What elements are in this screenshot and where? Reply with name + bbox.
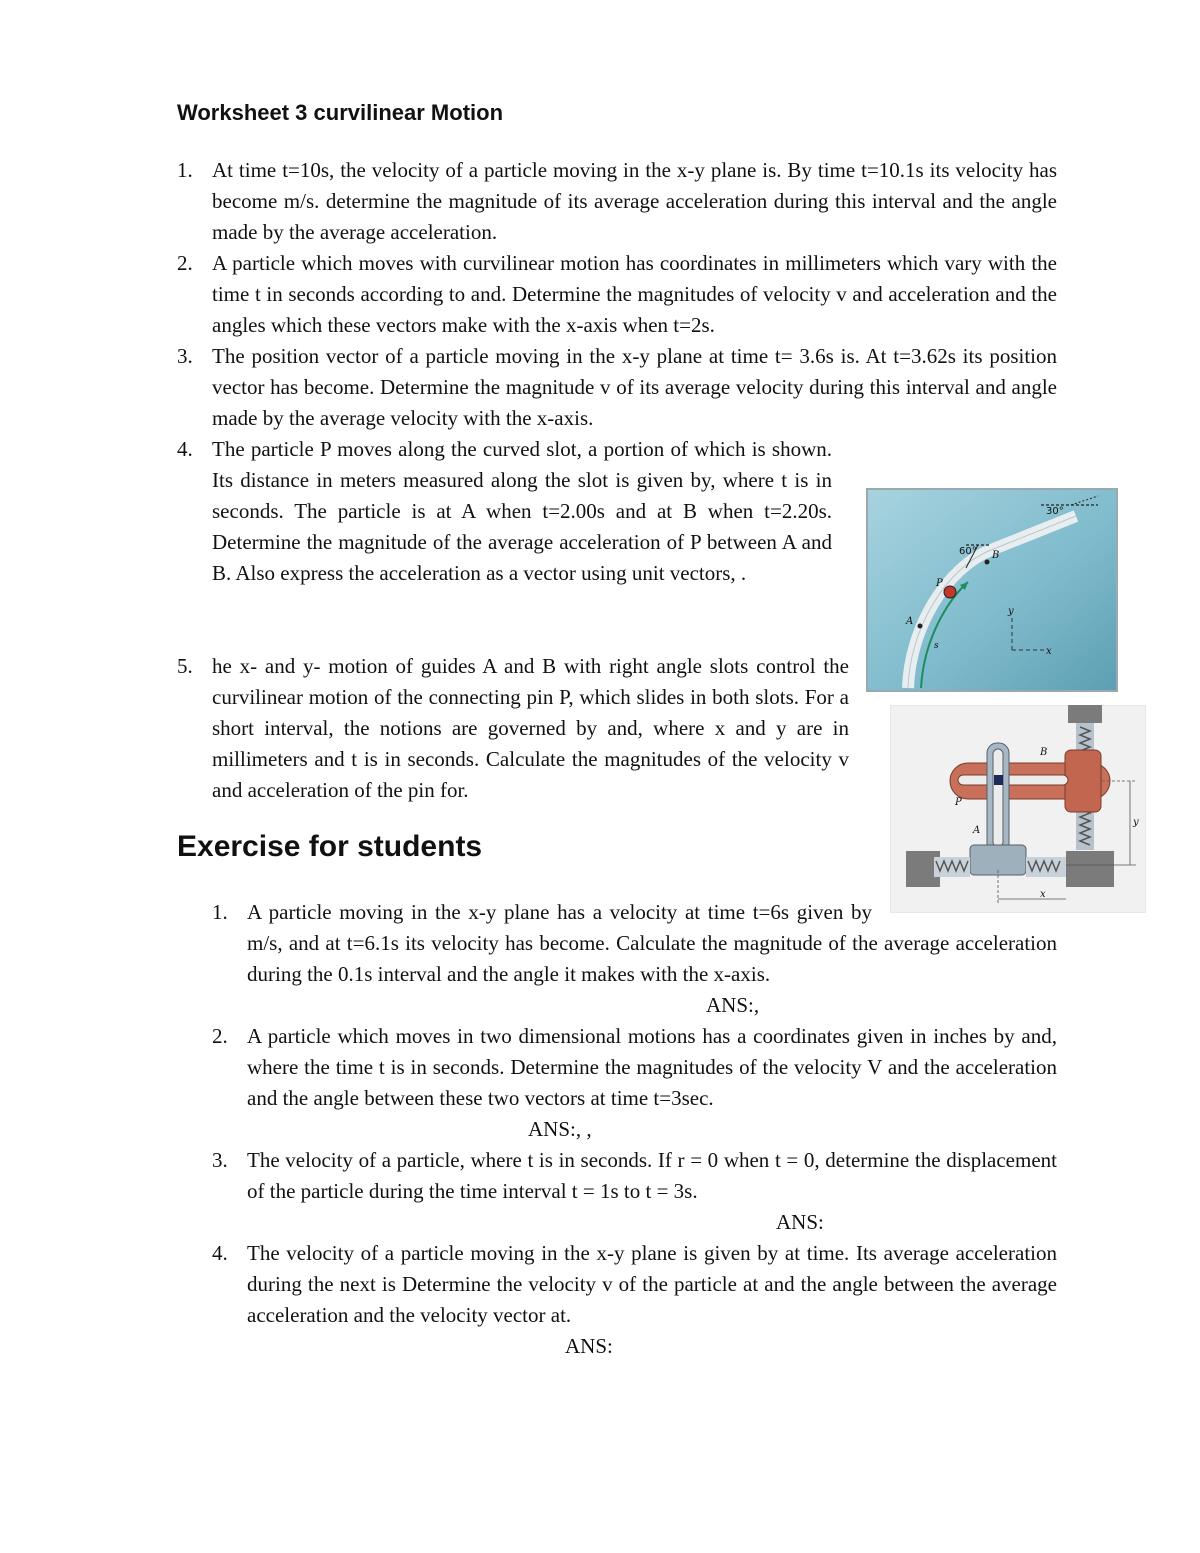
problem-3: [177, 341, 1057, 434]
problem-2: [177, 248, 1057, 341]
list-number: 4.: [177, 437, 193, 461]
problem-1: [177, 155, 1057, 248]
guide-slots-figure: [890, 705, 1146, 913]
list-number: 4.: [212, 1241, 228, 1265]
exercise-text: [247, 897, 1057, 990]
problem-text: The position vector of a particle moving in the x-y plane at time t= 3.6s is. At t=3.62s its position vector has become. Determine the magnitude v of its average velocity during this interval and angle made by the average velocity with the x-axis.: [212, 344, 1057, 430]
exercise-1-text: A particle moving in the x-y plane has a velocity at time t=6s given by m/s, and at t=6.1s its velocity has become. Calculate the magnitude of the average acceleration during the 0.1s interval and the angle it makes with the x-axis.: [247, 900, 1057, 986]
label-p: P: [936, 578, 943, 589]
problem-5: [177, 651, 849, 806]
problem-text: he x- and y- motion of guides A and B with right angle slots control the curvilinear motion of the connecting pin P, which slides in both slots. For a short interval, the notions are governed by and, where x and y are in millimeters and t is in seconds. Calculate the magnitudes of the velocity v and acceleration of the pin for.: [212, 654, 849, 802]
exercise-text: A particle which moves in two dimensional motions has a coordinates given in inches by and, where the time t is in seconds. Determine the magnitudes of the velocity V and the acceleration and the angle between these two vectors at time t=3sec.: [247, 1024, 1057, 1110]
answer-1: ANS:,: [706, 993, 760, 1017]
label-x: x: [1046, 646, 1052, 657]
label-s: s: [934, 641, 939, 651]
list-number: 3.: [177, 344, 193, 368]
exercise-2: [212, 1021, 1057, 1114]
answer-4: ANS:: [565, 1334, 613, 1358]
list-number: 1.: [177, 158, 193, 182]
label-y: y: [1133, 817, 1139, 828]
list-number: 2.: [177, 251, 193, 275]
problem-text: At time t=10s, the velocity of a particle moving in the x-y plane is. By time t=10.1s its velocity has become m/s. determine the magnitude of its average acceleration during this interval and the angle made by the average acceleration.: [212, 158, 1057, 244]
answer-3: ANS:: [776, 1210, 824, 1234]
label-b: B: [992, 550, 1000, 561]
label-b: B: [1040, 747, 1048, 758]
list-number: 1.: [212, 900, 228, 924]
angle-60-label: 60°: [959, 546, 977, 557]
list-number: 5.: [177, 654, 193, 678]
label-y: y: [1008, 606, 1014, 617]
exercise-1: [212, 897, 1057, 990]
page-title: Worksheet 3 curvilinear Motion: [177, 100, 504, 125]
label-x: x: [1040, 889, 1046, 900]
label-p: P: [955, 797, 962, 808]
exercise-3: [212, 1145, 1057, 1207]
problem-text: A particle which moves with curvilinear motion has coordinates in millimeters which vary with the time t in seconds according to and. Determine the magnitudes of velocity v and acceleration and the angles which these vectors make with the x-axis when t=2s.: [212, 251, 1057, 337]
answer-2: ANS:, ,: [528, 1117, 592, 1141]
label-a: A: [973, 825, 981, 836]
curved-slot-figure: [866, 488, 1118, 692]
exercise-text: The velocity of a particle, where t is in seconds. If r = 0 when t = 0, determine the displacement of the particle during the time interval t = 1s to t = 3s.: [247, 1148, 1057, 1203]
exercise-heading: Exercise for students: [177, 830, 483, 863]
problem-4-text: The particle P moves along the curved slot, a portion of which is shown. Its distance in meters measured along the slot is given by, where t is in seconds. The particle is at A when t=2.00s and at B when t=2.20s. Determine the magnitude of the average acceleration of P between A and B. Also express the acceleration as a vector using unit vectors, .: [212, 437, 832, 585]
exercise-4: [212, 1238, 1057, 1331]
list-number: 3.: [212, 1148, 228, 1172]
list-number: 2.: [212, 1024, 228, 1048]
angle-30-label: 30°: [1046, 506, 1064, 517]
label-a: A: [906, 616, 914, 627]
exercise-text: The velocity of a particle moving in the x-y plane is given by at time. Its average acceleration during the next is Determine the velocity v of the particle at and the angle between the average acceleration and the velocity vector at.: [247, 1241, 1057, 1327]
